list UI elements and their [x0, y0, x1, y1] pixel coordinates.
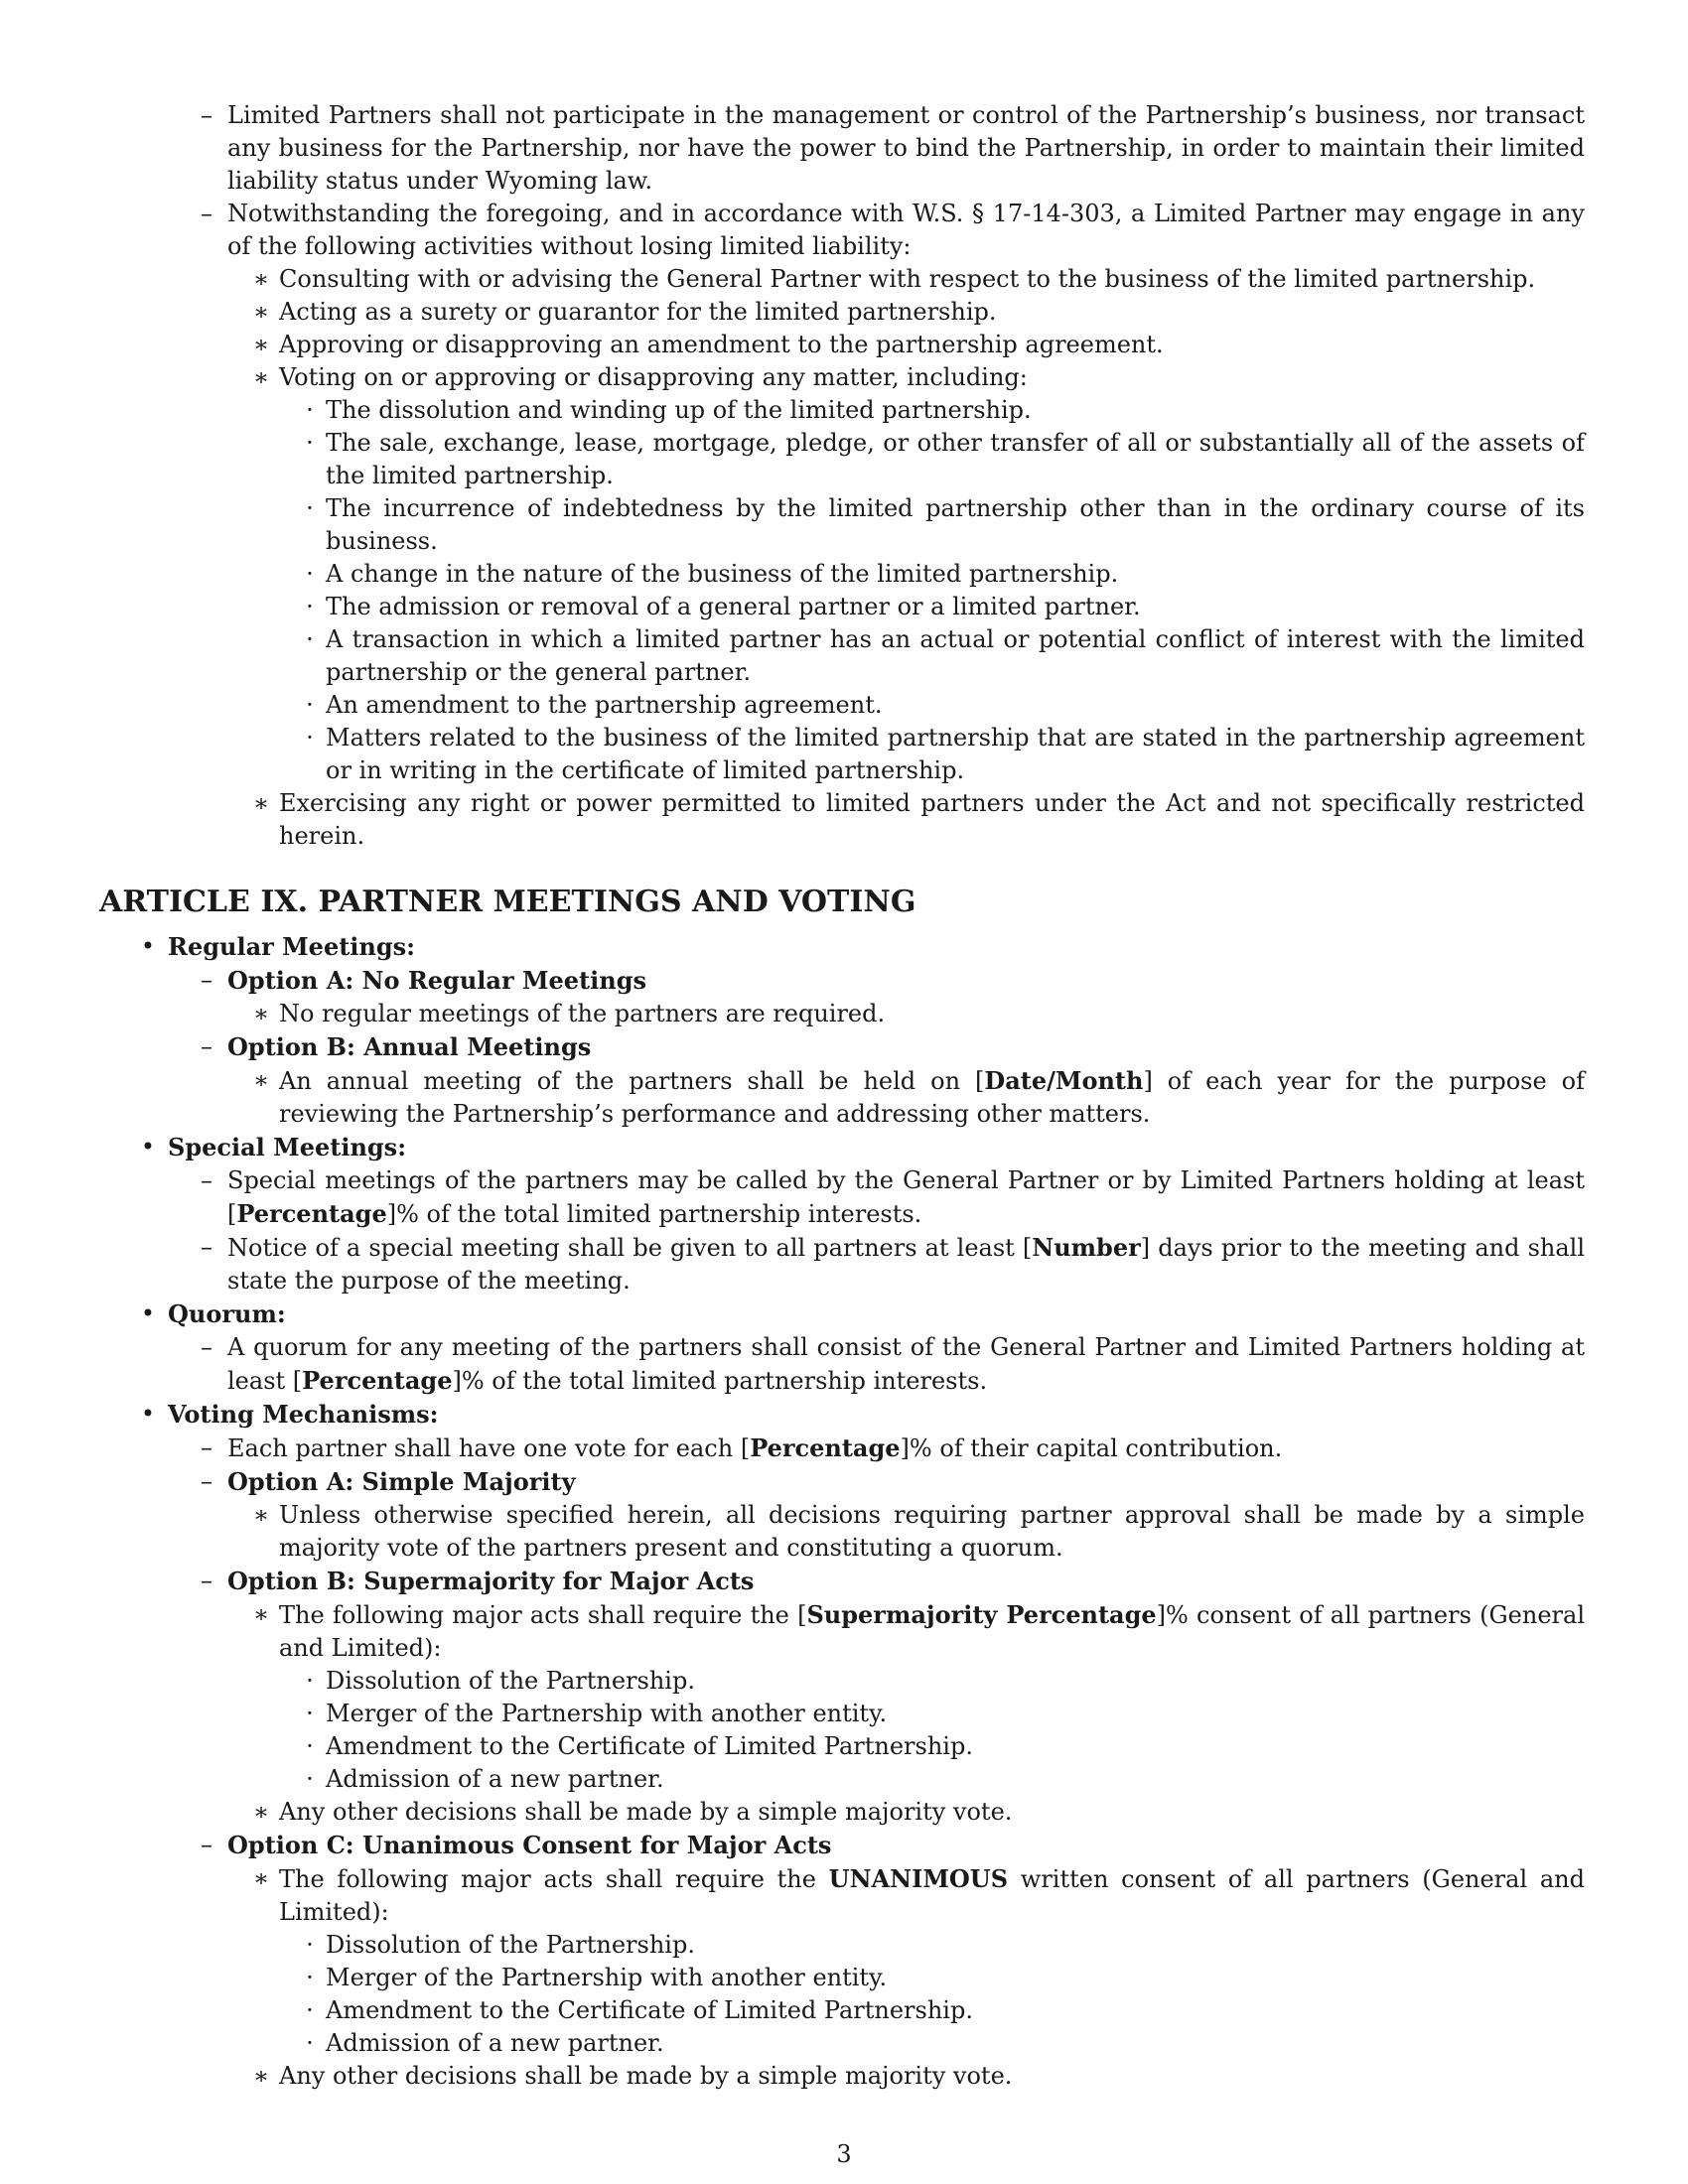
list-marker: · — [306, 1996, 314, 2024]
text-run: ]% of their capital contribution. — [900, 1434, 1283, 1462]
list-marker: – — [201, 1032, 212, 1060]
list-item — [99, 1665, 1585, 1698]
text-run: The dissolution and winding up of the limited partnership. — [326, 396, 1032, 424]
list-marker: – — [201, 1333, 212, 1361]
list-item — [99, 329, 1585, 361]
list-marker: ∗ — [252, 298, 270, 326]
text-run: The admission or removal of a general partner or a limited partner. — [326, 593, 1141, 620]
list-marker: ∗ — [252, 265, 270, 293]
bold-text: Special Meetings: — [168, 1133, 407, 1161]
list-item — [99, 787, 1585, 853]
text-run: Amendment to the Certificate of Limited Partnership. — [326, 1732, 973, 1760]
list-marker: · — [306, 625, 314, 653]
text-run: Unless otherwise specified herein, all decisions requiring partner approval shall be made by a simple majority vote of the partners present and constituting a quorum. — [279, 1501, 1585, 1562]
text-run: ]% of the total limited partnership interests. — [452, 1367, 988, 1395]
list-item — [99, 296, 1585, 329]
list-item — [99, 1499, 1585, 1565]
list-marker: – — [201, 101, 212, 129]
list-item — [99, 427, 1585, 492]
list-marker: · — [306, 1964, 314, 1991]
list-item — [99, 1432, 1585, 1465]
text-run: Merger of the Partnership with another entity. — [326, 1964, 888, 1991]
text-run: Exercising any right or power permitted to limited partners under the Act and not specifically restricted herein. — [279, 789, 1585, 850]
list-marker: • — [140, 1299, 156, 1327]
list-item — [99, 1862, 1585, 1929]
bold-text: Voting Mechanisms: — [168, 1400, 439, 1429]
list-marker: ∗ — [252, 1000, 270, 1027]
text-run: Admission of a new partner. — [326, 1765, 664, 1793]
text-run: Any other decisions shall be made by a simple majority vote. — [279, 1798, 1013, 1826]
list-marker: – — [201, 200, 212, 227]
bold-text: Option A: Simple Majority — [227, 1467, 576, 1496]
list-marker: – — [201, 1567, 212, 1594]
article-heading: ARTICLE IX. PARTNER MEETINGS AND VOTING — [99, 885, 916, 919]
list-marker: • — [140, 1400, 156, 1428]
list-item — [99, 1030, 1585, 1064]
bold-text: Supermajority Percentage — [806, 1600, 1157, 1629]
bold-text: Option A: No Regular Meetings — [227, 966, 647, 995]
bold-text: Option B: Annual Meetings — [227, 1032, 592, 1061]
list-marker: · — [306, 560, 314, 588]
list-marker: · — [306, 396, 314, 424]
list-item — [99, 1331, 1585, 1398]
text-run: The sale, exchange, lease, mortgage, pledge, or other transfer of all or substantially all of the assets of the limited partnership. — [326, 429, 1585, 489]
bold-text: Option C: Unanimous Consent for Major Acts — [227, 1831, 832, 1859]
list-marker: – — [201, 1433, 212, 1461]
list-item — [99, 558, 1585, 591]
bold-text: Percentage — [302, 1366, 453, 1395]
bold-text: Date/Month — [984, 1066, 1144, 1095]
list-marker: · — [306, 494, 314, 522]
text-run: Notwithstanding the foregoing, and in accordance with W.S. § 17-14-303, a Limited Partner may engage in any of the following activities without losing limited liability: — [227, 200, 1585, 260]
list-marker: ∗ — [252, 363, 270, 391]
list-item — [99, 1962, 1585, 1994]
list-marker: ∗ — [252, 1501, 270, 1529]
page-number: 3 — [836, 2140, 852, 2168]
list-item — [99, 930, 1585, 964]
bold-text: Percentage — [236, 1199, 387, 1228]
text-run: ]% of the total limited partnership interests. — [386, 1200, 922, 1228]
list-marker: ∗ — [252, 1798, 270, 1826]
bold-text: Regular Meetings: — [168, 932, 416, 961]
list-marker: – — [201, 1233, 212, 1261]
text-run: A quorum for any meeting of the partners shall consist of the General Partner and Limited Partners holding at least [ — [227, 1333, 1585, 1395]
list-item — [99, 1064, 1585, 1131]
text-run: An annual meeting of the partners shall be held on [ — [279, 1067, 985, 1095]
list-marker: ∗ — [252, 1066, 270, 1094]
text-run: Dissolution of the Partnership. — [326, 1667, 695, 1695]
list-item — [99, 1730, 1585, 1763]
list-item — [99, 2060, 1585, 2093]
text-run: Matters related to the business of the limited partnership that are stated in the partnership agreement or in writing in the certificate of limited partnership. — [326, 724, 1585, 784]
list-marker: ∗ — [252, 1600, 270, 1628]
text-run: Voting on or approving or disapproving any matter, including: — [279, 363, 1028, 391]
text-run: ]% consent of all partners (General and Limited): — [279, 1601, 1585, 1662]
list-marker: – — [201, 1166, 212, 1194]
text-run: Limited Partners shall not participate in the management or control of the Partnership’s business, nor transact any business for the Partnership, nor have the power to bind the Partnership, in order to maintain their limited liability status under Wyoming law. — [227, 101, 1585, 195]
article-item-list — [99, 930, 1585, 2093]
list-item — [99, 689, 1585, 722]
list-marker: · — [306, 1667, 314, 1695]
list-item — [99, 1398, 1585, 1432]
bold-text: Option B: Supermajority for Major Acts — [227, 1567, 755, 1595]
list-marker: – — [201, 1467, 212, 1495]
list-item — [99, 2027, 1585, 2060]
list-item — [99, 263, 1585, 296]
list-item — [99, 1231, 1585, 1297]
text-run: Consulting with or advising the General Partner with respect to the business of the limited partnership. — [279, 265, 1536, 293]
text-run: The following major acts shall require the — [279, 1865, 829, 1893]
list-marker: ∗ — [252, 1864, 270, 1892]
text-run: Special meetings of the partners may be called by the General Partner or by Limited Partners holding at least [ — [227, 1166, 1585, 1228]
list-marker: · — [306, 429, 314, 457]
list-item — [99, 1164, 1585, 1231]
list-item — [99, 722, 1585, 787]
list-item — [99, 1829, 1585, 1862]
text-run: Any other decisions shall be made by a simple majority vote. — [279, 2062, 1013, 2090]
list-item — [99, 394, 1585, 427]
list-marker: ∗ — [252, 2062, 270, 2090]
bold-text: Quorum: — [168, 1299, 286, 1328]
text-run: written consent of all partners (General and Limited): — [279, 1865, 1585, 1926]
list-marker: ∗ — [252, 789, 270, 817]
list-item — [99, 964, 1585, 998]
bold-text: UNANIMOUS — [828, 1864, 1009, 1893]
list-item — [99, 1297, 1585, 1331]
list-item — [99, 492, 1585, 558]
list-marker: – — [201, 1831, 212, 1858]
text-run: An amendment to the partnership agreement. — [326, 691, 883, 719]
text-run: No regular meetings of the partners are required. — [279, 1000, 886, 1027]
text-run: Notice of a special meeting shall be given to all partners at least [ — [227, 1234, 1033, 1262]
list-marker: · — [306, 1732, 314, 1760]
list-marker: · — [306, 724, 314, 751]
list-marker: · — [306, 691, 314, 719]
list-item — [99, 1796, 1585, 1829]
list-item — [99, 998, 1585, 1030]
list-item — [99, 1465, 1585, 1499]
text-run: Approving or disapproving an amendment to the partnership agreement. — [279, 331, 1164, 358]
bold-text: Number — [1032, 1233, 1141, 1262]
text-run: Merger of the Partnership with another entity. — [326, 1700, 888, 1727]
list-marker: • — [140, 932, 156, 960]
list-marker: · — [306, 1931, 314, 1959]
bold-text: Percentage — [750, 1433, 901, 1462]
text-run: Each partner shall have one vote for each [ — [227, 1434, 751, 1462]
list-marker: · — [306, 1765, 314, 1793]
list-item — [99, 1131, 1585, 1164]
text-run: The incurrence of indebtedness by the limited partnership other than in the ordinary course of its business. — [326, 494, 1585, 555]
list-marker: · — [306, 593, 314, 620]
list-marker: · — [306, 2029, 314, 2057]
continued-section-list — [99, 99, 1585, 853]
list-item — [99, 1698, 1585, 1730]
list-item — [99, 361, 1585, 394]
list-item — [99, 1994, 1585, 2027]
list-item — [99, 1763, 1585, 1796]
text-run: Dissolution of the Partnership. — [326, 1931, 695, 1959]
text-run: Admission of a new partner. — [326, 2029, 664, 2057]
text-run: ] of each year for the purpose of reviewing the Partnership’s performance and addressing other matters. — [279, 1067, 1585, 1128]
text-run: A transaction in which a limited partner has an actual or potential conflict of interest with the limited partnership or the general partner. — [326, 625, 1585, 686]
list-item — [99, 1598, 1585, 1665]
list-item — [99, 99, 1585, 198]
list-marker: – — [201, 966, 212, 994]
text-run: The following major acts shall require the [ — [279, 1601, 807, 1629]
list-item — [99, 591, 1585, 623]
list-item — [99, 623, 1585, 689]
text-run: A change in the nature of the business of the limited partnership. — [326, 560, 1119, 588]
text-run: ] days prior to the meeting and shall state the purpose of the meeting. — [227, 1234, 1586, 1295]
list-marker: • — [140, 1133, 156, 1160]
list-marker: ∗ — [252, 331, 270, 358]
list-marker: · — [306, 1700, 314, 1727]
list-item — [99, 1565, 1585, 1598]
text-run: Acting as a surety or guarantor for the limited partnership. — [279, 298, 997, 326]
text-run: Amendment to the Certificate of Limited Partnership. — [326, 1996, 973, 2024]
list-item — [99, 198, 1585, 263]
list-item — [99, 1929, 1585, 1962]
